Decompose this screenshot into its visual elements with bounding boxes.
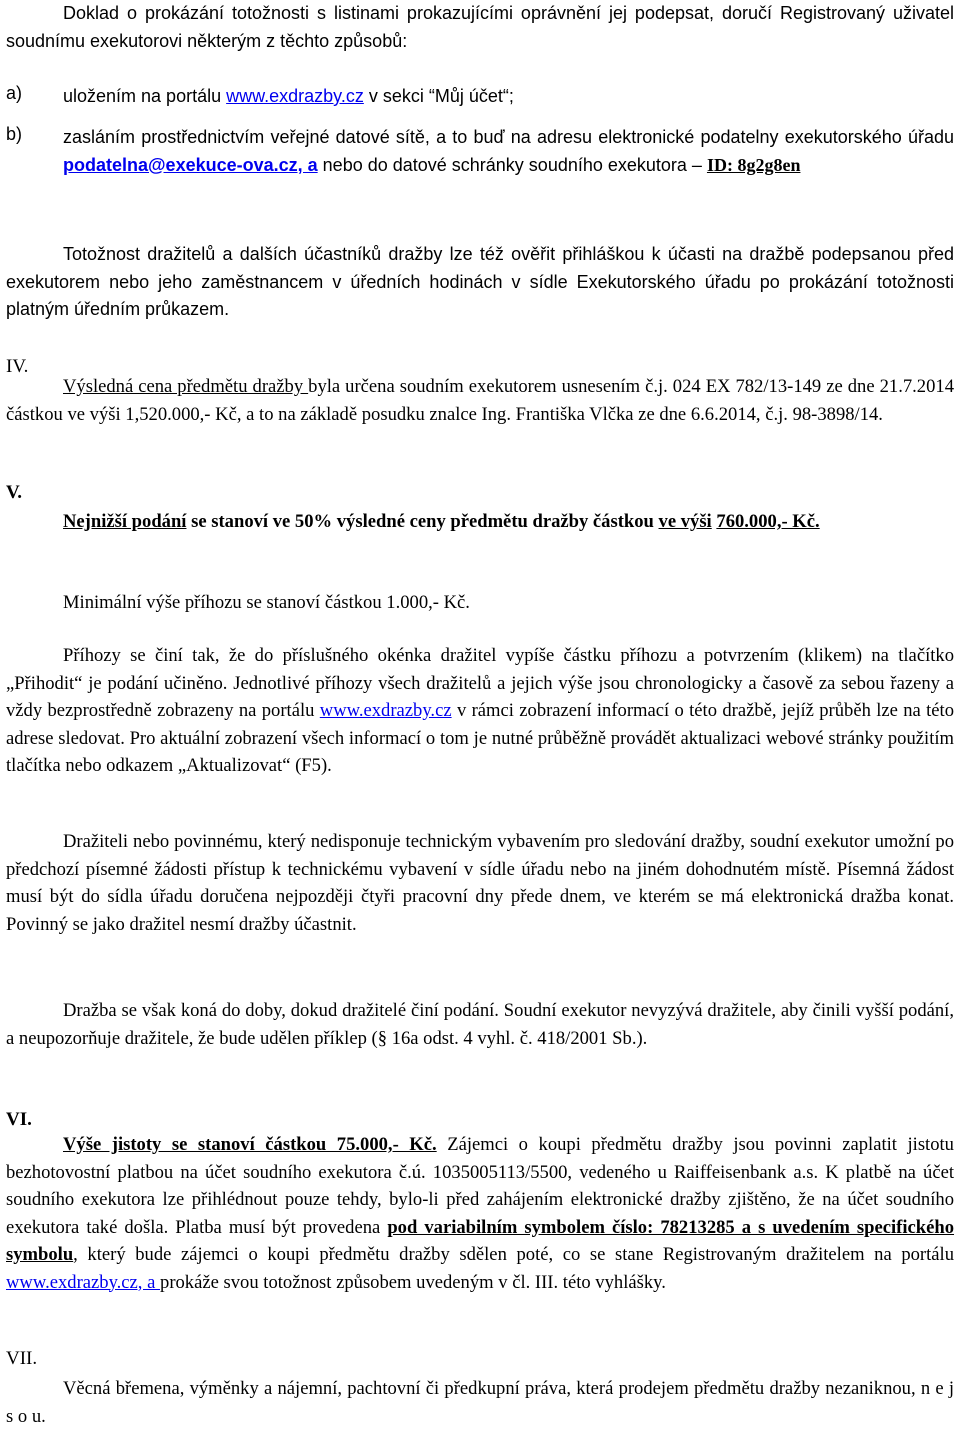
podatelna-email-link[interactable]: podatelna@exekuce-ova.cz, a [63, 154, 318, 175]
list-label-a: a) [6, 83, 23, 103]
identity-paragraph: Totožnost dražitelů a dalších účastníků dražby lze též ověřit přihláškou k účasti na dražbě podepsanou před exekutorem nebo jeho zaměstnancem v úředních hodinách v sídle Exekutorského úřadu po prokázání totožnosti platným úředním průkazem. [6, 244, 954, 319]
section-v-paragraph [6, 508, 954, 536]
list-b-mid: nebo do datové schránky soudního exekutora – [322, 154, 702, 175]
final-price-text: byla určena soudním exekutorem usnesením č.j. 024 EX 782/13-149 ze dne 21.7.2014 částkou ve výši 1,520.000,- Kč, a to na základě posudku znalce Ing. Františka Vlčka ze dne 6.6.2014, č.j. 98-3898/14. [6, 376, 954, 425]
section-vii-heading: VII. [6, 1348, 38, 1369]
bids-paragraph [6, 642, 954, 780]
deposit-text-3: prokáže svou totožnost způsobem uvedeným v čl. III. této vyhlášky. [160, 1271, 666, 1293]
variable-symbol: pod variabilním symbolem číslo: 78213285 a s uvedením specifického symbolu [6, 1216, 955, 1265]
final-price-label: Výsledná cena předmětu dražby [63, 376, 309, 397]
section-vi-heading: VI. [6, 1109, 32, 1130]
list-a-text: uložením na portálu [63, 86, 222, 106]
intro-paragraph [6, 0, 954, 55]
deposit-label: Výše jistoty se stanoví částkou 75.000,- Kč. [63, 1134, 437, 1155]
lowest-bid-amount-label: ve výši [658, 511, 712, 532]
list-item-a [6, 83, 954, 111]
auction-duration-paragraph: Dražba se však koná do doby, dokud dražitelé činí podání. Soudní exekutor nevyzývá dražitele, aby činili vyšší podání, a neupozorňuje dražitele, že bude udělen příklep (§ 16a odst. 4 vyhl. č. 418/2001 Sb.). [6, 1000, 954, 1049]
intro-text: Doklad o prokázání totožnosti s listinami prokazujícími oprávnění jej podepsat, doručí Registrovaný uživatel soudnímu exekutorovi některým z těchto způsobů: [6, 3, 954, 51]
technical-access-paragraph: Dražiteli nebo povinnému, který nedisponuje technickým vybavením pro sledování dražby, soudní exekutor umožní po předchozí písemné žádosti přístup k technickému vybavení v sídle úřadu nebo na jiném dohodnutém místě. Písemná žádost musí být do sídla úřadu doručena nejpozději čtyři pracovní dny přede dnem, ve kterém se má elektronická dražba konat. Povinný se jako dražitel nesmí dražby účastnit. [6, 831, 954, 935]
exdrazby-link-2[interactable]: www.exdrazby.cz [319, 700, 452, 721]
section-iv-paragraph [6, 373, 954, 428]
datova-schranka-id: ID: 8g2g8en [706, 154, 801, 175]
section-vi-paragraph [6, 1131, 954, 1296]
list-b-text: zasláním prostřednictvím veřejné datové sítě, a to buď na adresu elektronické podatelny exekutorského úřadu [63, 127, 954, 147]
lowest-bid-text: se stanoví ve 50% výsledné ceny předmětu dražby částkou [186, 511, 659, 532]
min-bid-paragraph: Minimální výše příhozu se stanoví částkou 1.000,- Kč. [63, 592, 470, 613]
section-iv-heading: IV. [6, 356, 29, 377]
list-item-b [6, 124, 954, 179]
exdrazby-link[interactable]: www.exdrazby.cz [226, 86, 364, 106]
list-label-b: b) [6, 124, 23, 144]
bids-text: Příhozy se činí tak, že do příslušného okénka dražitel vypíše částku příhozu a potvrzením (klikem) na tlačítko „Přihodit“ je podání učiněno. Jednotlivé příhozy všech dražitelů a jejich výše jsou chronologicky a časově za sebou řazeny a vždy bezprostředně zobrazeny na portálu [6, 645, 954, 721]
lowest-bid-label: Nejnižší podání [63, 511, 187, 532]
section-vii-paragraph: Věcná břemena, výměnky a nájemní, pachtovní či předkupní práva, která prodejem předmětu dražby nezaniknou, n e j s o u. [6, 1378, 954, 1427]
exdrazby-link-3[interactable]: www.exdrazby.cz, a [6, 1271, 161, 1293]
lowest-bid-amount: 760.000,- Kč. [716, 511, 820, 532]
list-a-post: v sekci “Můj účet“; [368, 86, 514, 106]
bids-text-post: v rámci zobrazení informací o této dražbě, jejíž průběh lze na této adrese sledovat. Pro aktuální zobrazení všech informací o tom je nutné průběžně provádět aktualizaci webové stránky použitím tlačítka nebo odkazem „Aktualizovat“ (F5). [6, 700, 955, 776]
deposit-text-2: , který bude zájemci o koupi předmětu dražby sdělen poté, co se stane Registrovaným dražitelem na portálu [73, 1244, 954, 1265]
deposit-text-1: Zájemci o koupi předmětu dražby jsou povinni zaplatit jistotu bezhotovostní platbou na účet soudního exekutora č.ú. 1035005113/5500, vedeného u Raiffeisenbank a.s. K platbě na účet soudního exekutora lze přihlédnout pouze tehdy, bylo-li před zahájením elektronické dražby zjištěno, že na účet soudního exekutora také došla. Platba musí být provedena [6, 1134, 954, 1238]
section-v-heading: V. [6, 482, 23, 503]
